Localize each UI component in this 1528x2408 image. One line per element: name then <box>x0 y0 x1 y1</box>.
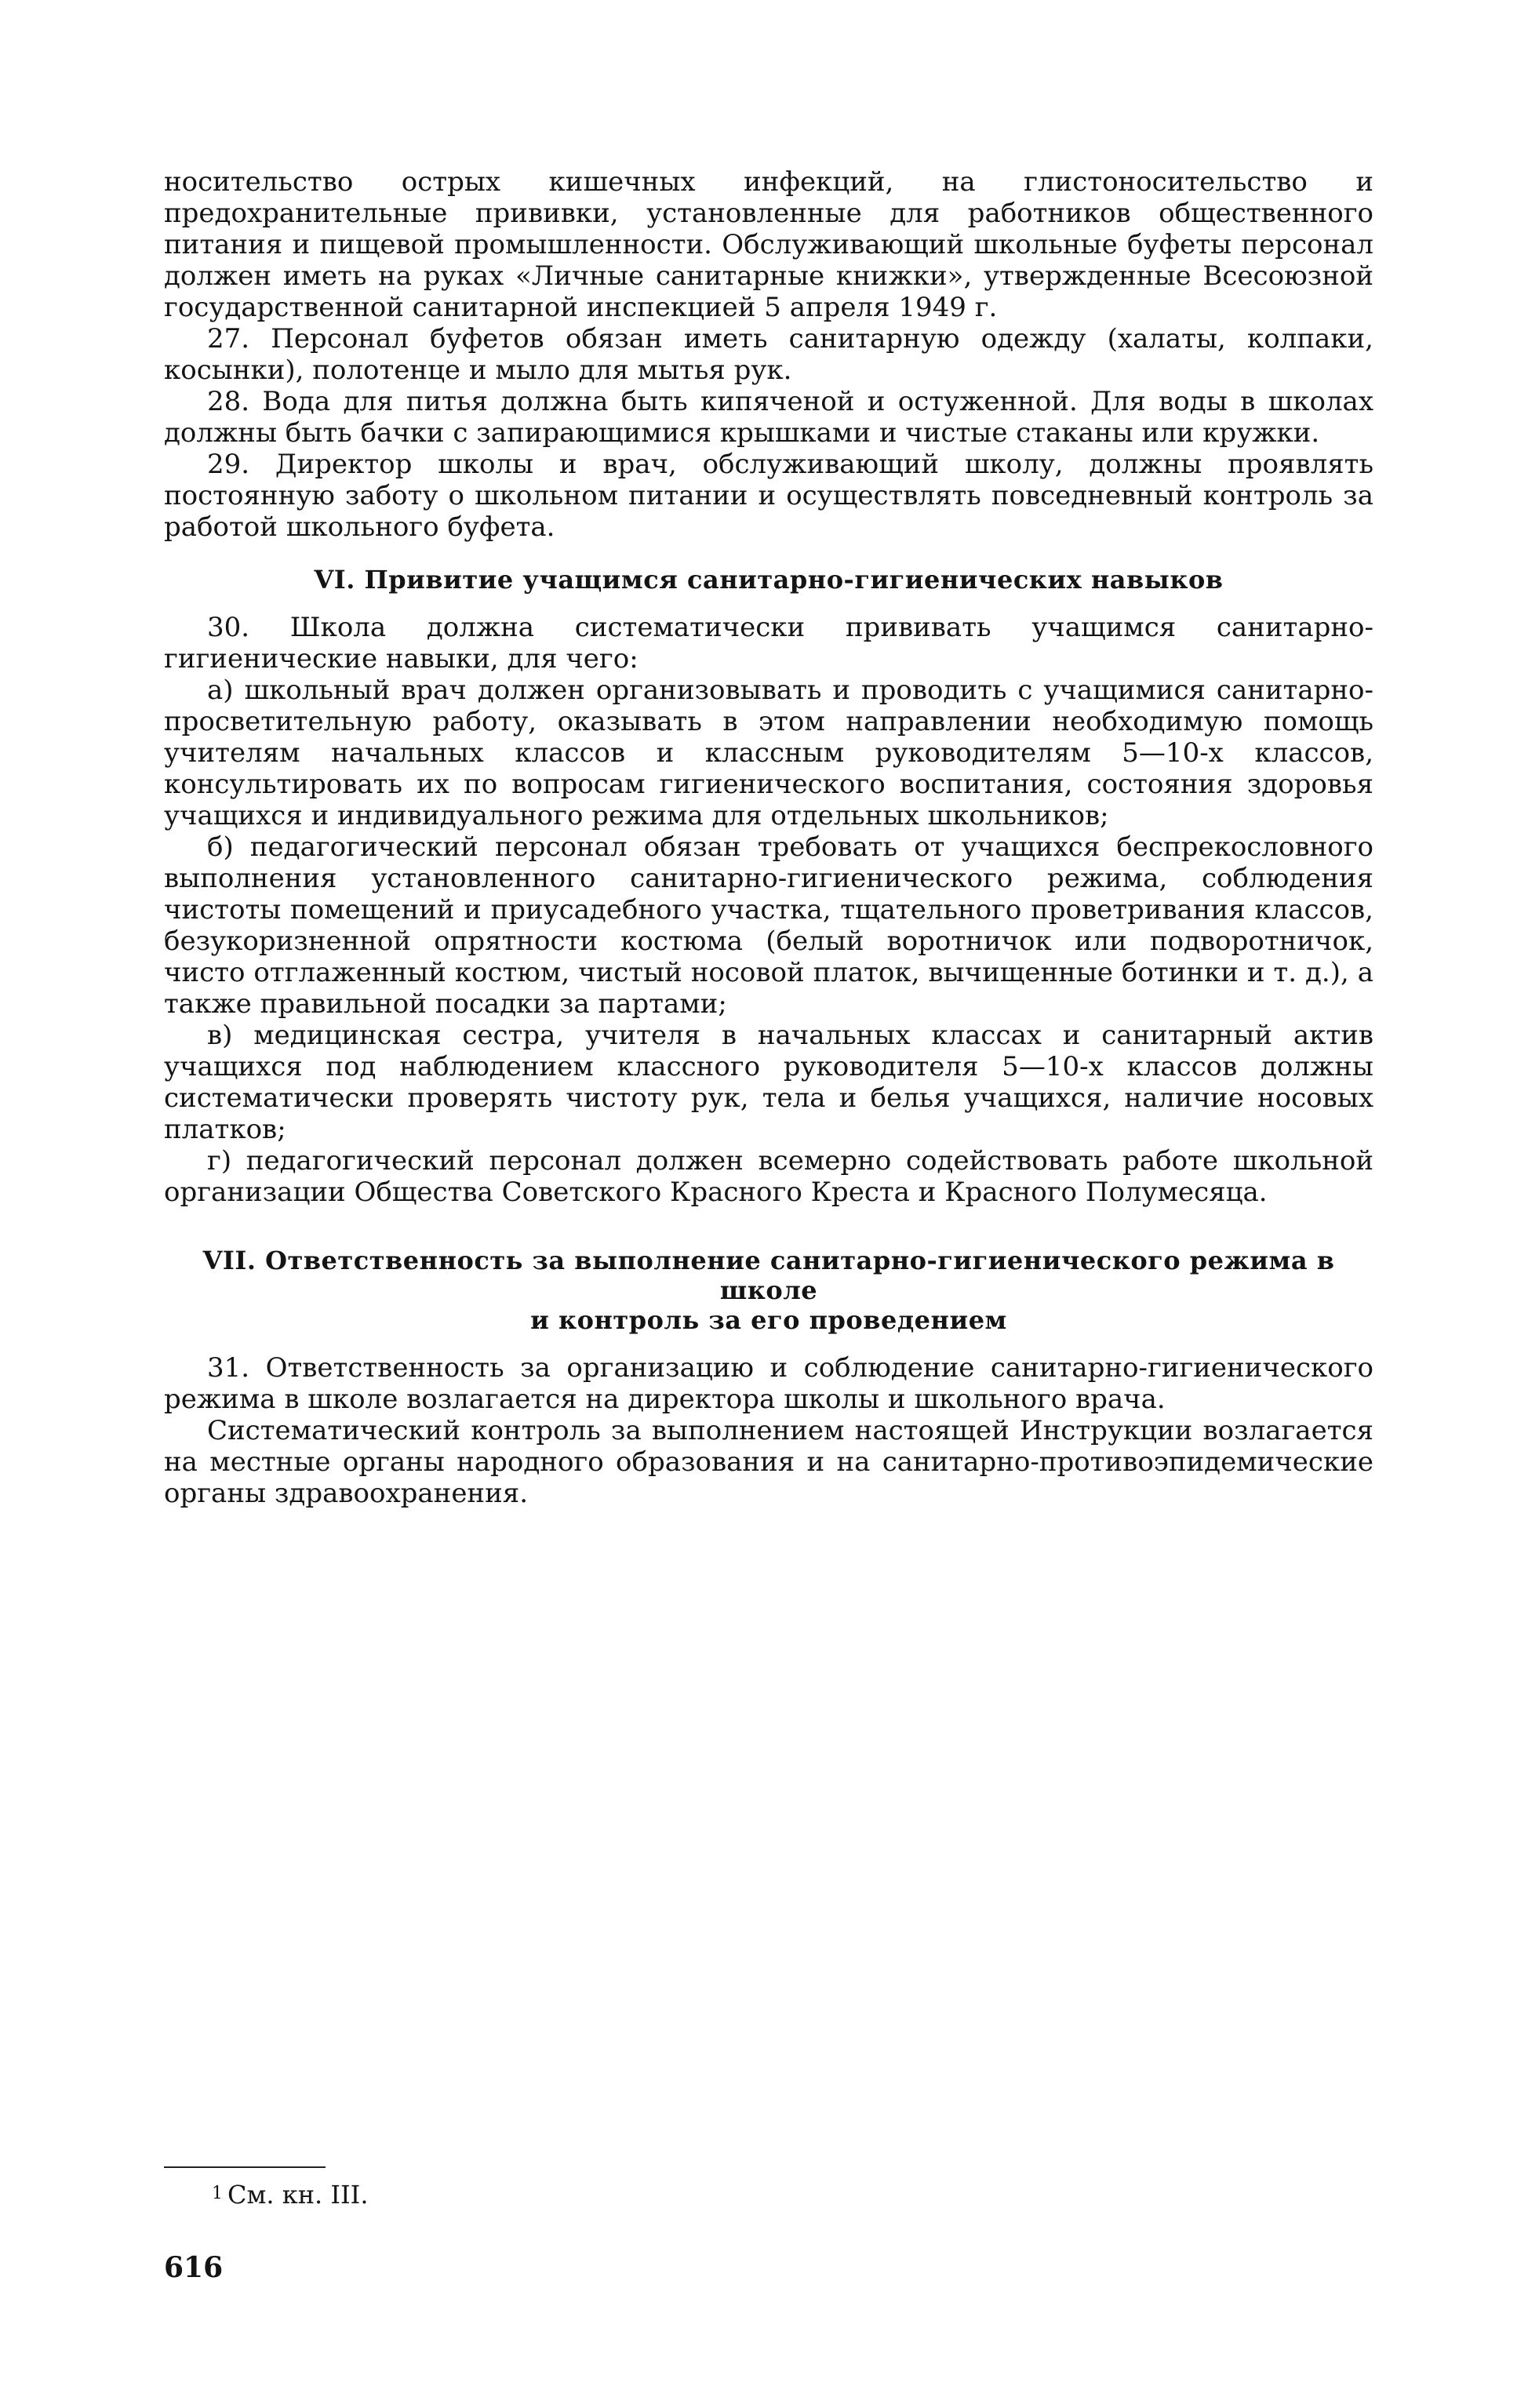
paragraph-28: 28. Вода для питья должна быть кипяченой и остуженной. Для воды в школах должны быть бачки с запирающимися крышками и чистые стаканы или кружки. <box>164 386 1373 449</box>
paragraph-30-d: г) педагогический персонал должен всемерно содействовать работе школьной организации Общества Советского Красного Креста и Красного Полумесяца. <box>164 1145 1373 1208</box>
paragraph-continuation: носительство острых кишечных инфекций, на глистоносительство и предохранительные прививки, установленные для работников общественного питания и пищевой промышленности. Обслуживающий школьные буфеты персонал должен иметь на руках «Личные санитарные книжки», утвержденные Всесоюзной государственной санитарной инспекцией 5 апреля 1949 г. <box>164 166 1373 323</box>
page-number: 616 <box>164 2251 224 2284</box>
paragraph-31: 31. Ответственность за организацию и соблюдение санитарно-гигиенического режима в школе возлагается на директора школы и школьного врача. <box>164 1352 1373 1415</box>
paragraph-27: 27. Персонал буфетов обязан иметь санитарную одежду (халаты, колпаки, косынки), полотенце и мыло для мытья рук. <box>164 323 1373 386</box>
paragraph-30-c: в) медицинская сестра, учителя в начальных классах и санитарный актив учащихся под наблюдением классного руководителя 5—10-х классов должны систематически проверять чистоту рук, тела и белья учащихся, наличие носовых платков; <box>164 1020 1373 1145</box>
section-7-heading-line-1: VII. Ответственность за выполнение санитарно-гигиенического режима в школе <box>202 1246 1335 1305</box>
footnote <box>212 2179 368 2210</box>
paragraph-30: 30. Школа должна систематически прививать учащимся санитарно-гигиенические навыки, для чего: <box>164 612 1373 675</box>
section-6-heading: VI. Привитие учащимся санитарно-гигиенических навыков <box>314 565 1224 595</box>
body-text <box>164 166 1373 1509</box>
footnote-divider <box>164 2166 326 2168</box>
footnote-marker: 1 <box>212 2184 223 2203</box>
paragraph-30-b: б) педагогический персонал обязан требовать от учащихся беспрекословного выполнения установленного санитарно-гигиенического режима, соблюдения чистоты помещений и приусадебного участка, тщательного проветривания классов, безукоризненной опрятности костюма (белый воротничок или подворотничок, чисто отглаженный костюм, чистый носовой платок, вычищенные ботинки и т. д.), а также правильной посадки за партами; <box>164 831 1373 1020</box>
paragraph-29: 29. Директор школы и врач, обслуживающий школу, должны проявлять постоянную заботу о школьном питании и осуществлять повседневный контроль за работой школьного буфета. <box>164 449 1373 543</box>
section-7-heading-line-2: и контроль за его проведением <box>530 1305 1007 1335</box>
paragraph-30-a: а) школьный врач должен организовывать и проводить с учащимися санитарно-просветительную работу, оказывать в этом направлении необходимую помощь учителям начальных классов и классным руководителям 5—10-х классов, консультировать их по вопросам гигиенического воспитания, состояния здоровья учащихся и индивидуального режима для отдельных школьников; <box>164 675 1373 831</box>
section-7-heading <box>164 1246 1373 1335</box>
paragraph-control: Систематический контроль за выполнением настоящей Инструкции возлагается на местные органы народного образования и на санитарно-противоэпидемические органы здравоохранения. <box>164 1415 1373 1509</box>
footnote-text: См. кн. III. <box>227 2180 369 2210</box>
